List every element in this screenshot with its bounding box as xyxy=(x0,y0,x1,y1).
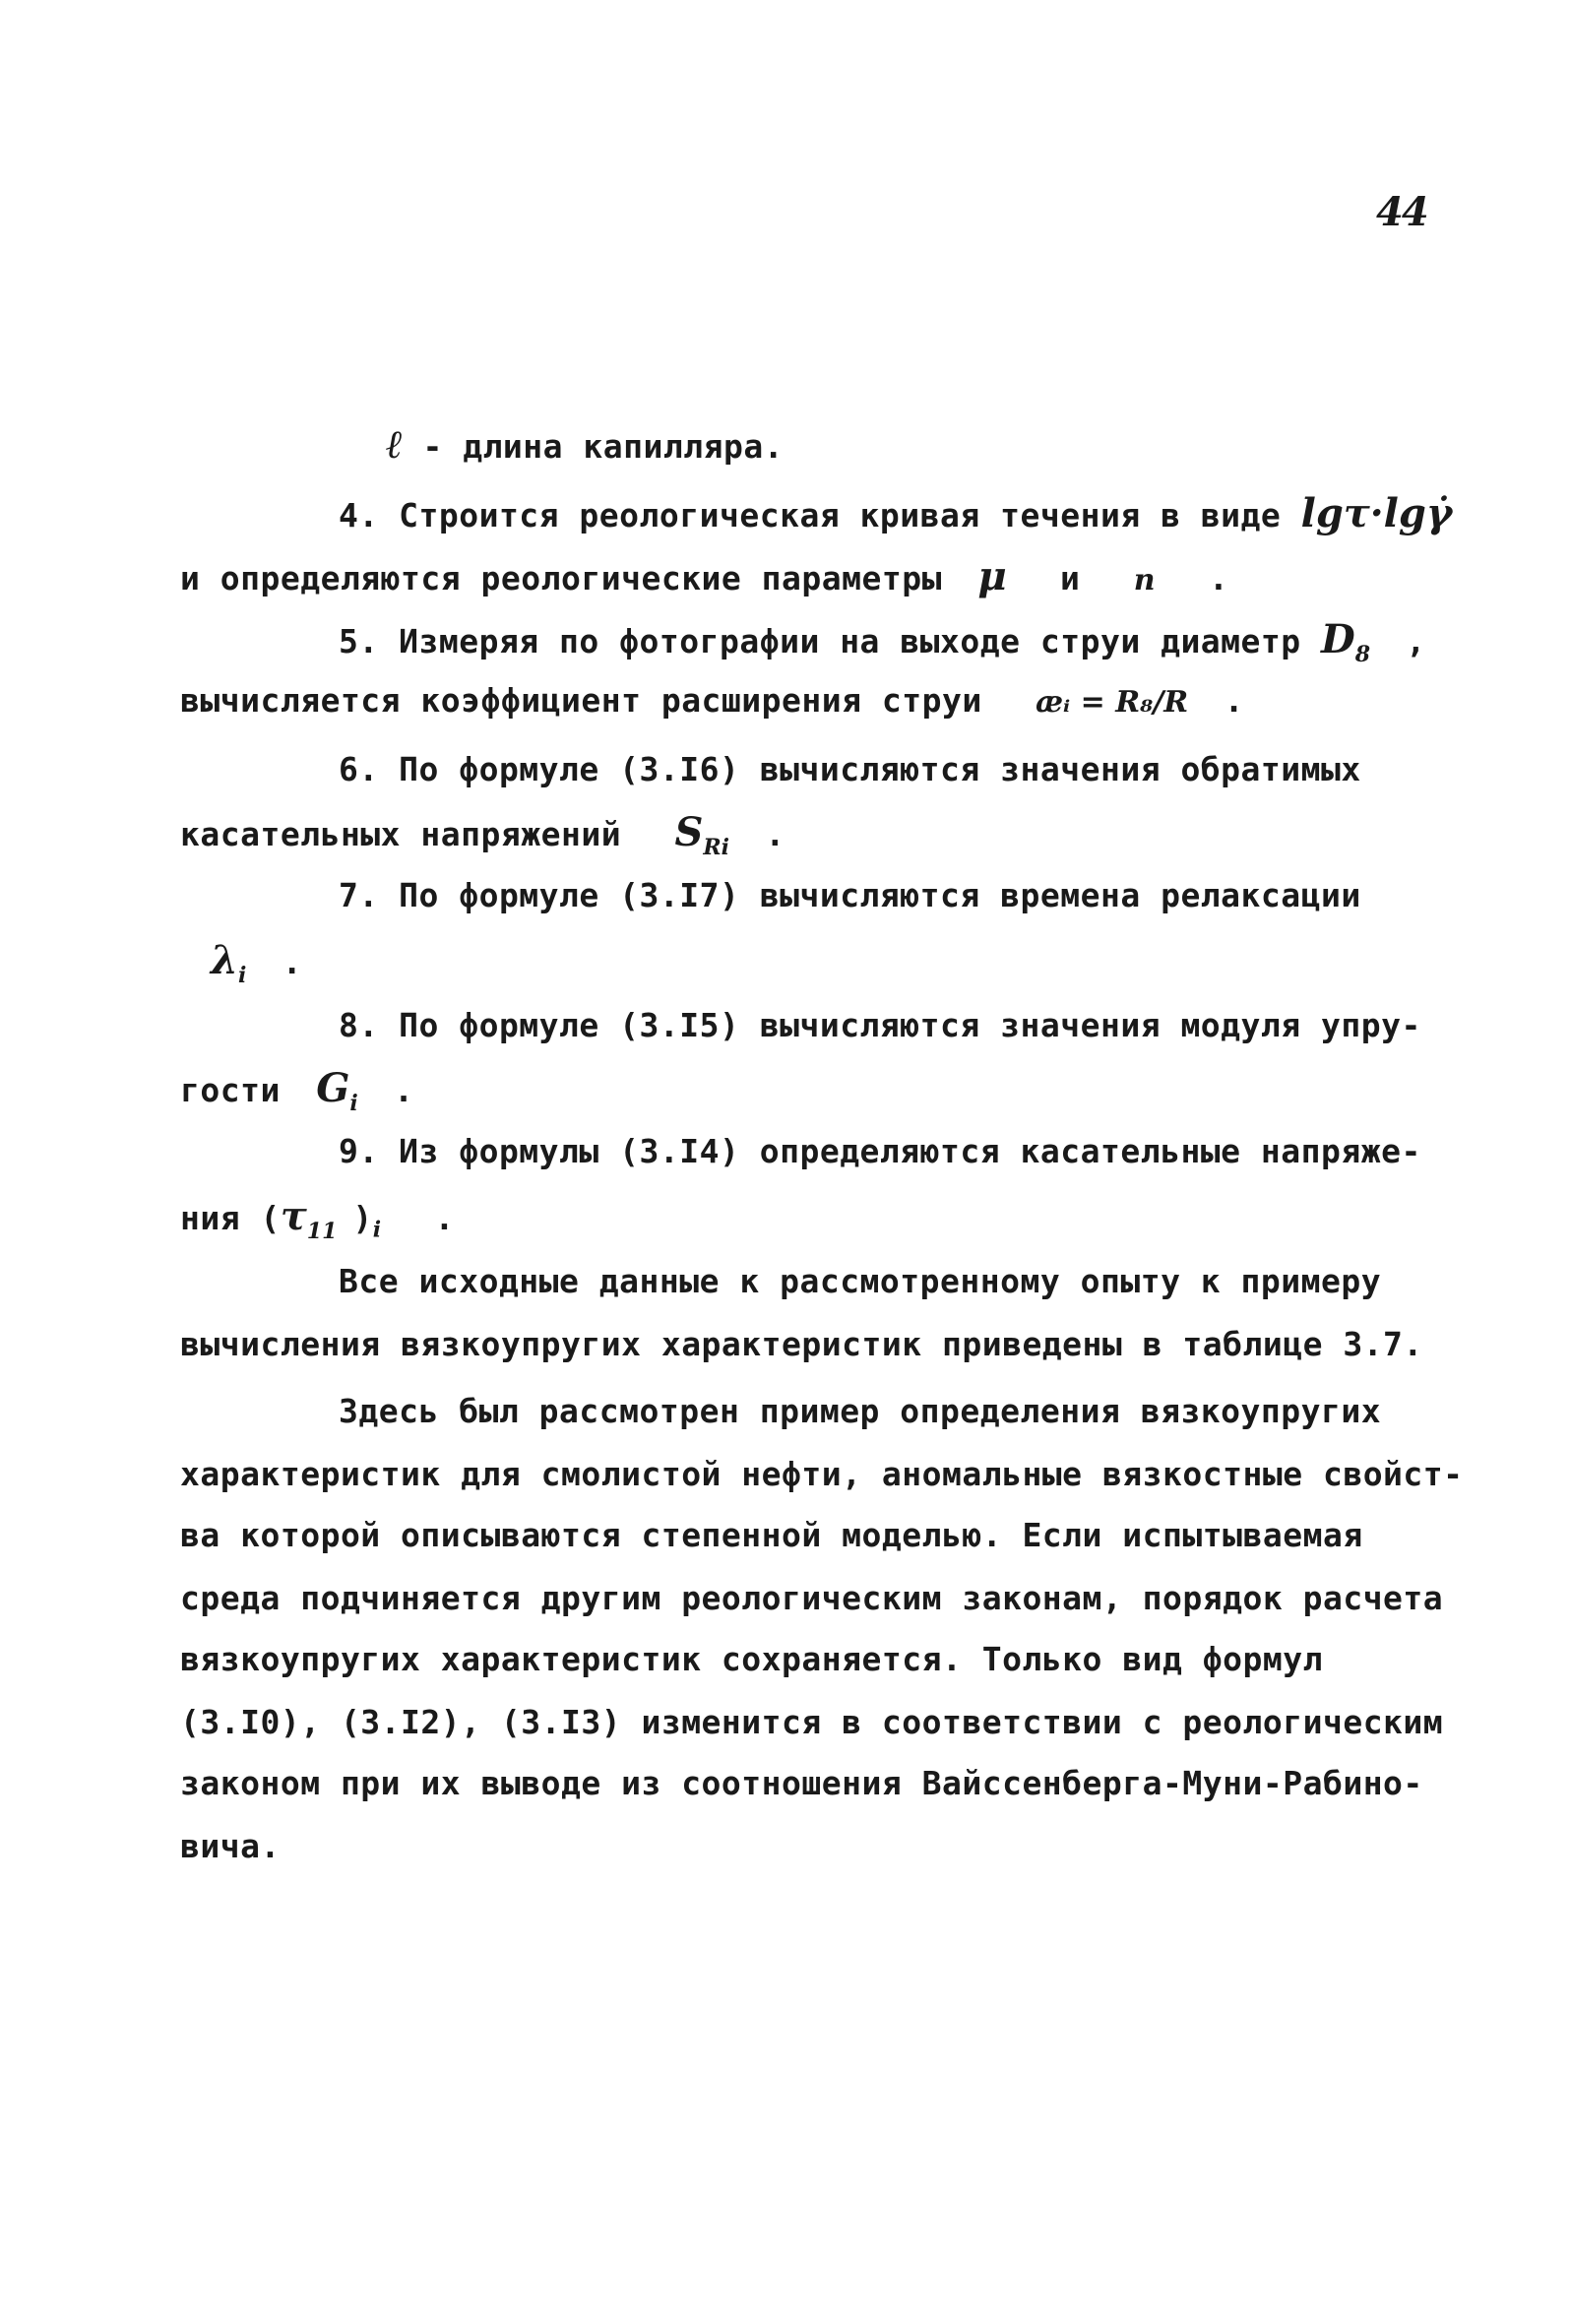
step9-text2: ния ( xyxy=(180,1199,281,1237)
g-symbol: $G_i$ xyxy=(316,1065,358,1116)
step6-text2: касательных напряжений xyxy=(180,815,622,853)
l-definition-line xyxy=(386,421,785,468)
para2-line5: вязкоупругих характеристик сохраняется. Только вид формул xyxy=(180,1640,1323,1678)
step9-dot: . xyxy=(434,1199,455,1237)
step8-line1: 8. По формуле (3.I5) вычисляются значения модуля упру- xyxy=(339,1006,1421,1044)
para2-line3: ва которой описываются степенной моделью. Если испытываемая xyxy=(180,1516,1363,1554)
para2-line1: Здесь был рассмотрен пример определения вязкоупругих xyxy=(339,1392,1382,1430)
step6-dot: . xyxy=(765,815,785,853)
step8-line2 xyxy=(180,1065,414,1123)
s-ri-symbol: $S_{Ri}$ xyxy=(674,809,729,860)
step6-line1: 6. По формуле (3.I6) вычисляются значения обратимых xyxy=(339,750,1361,788)
lambda-symbol: $\lambda_i$ xyxy=(211,937,247,988)
para2-line2: характеристик для смолистой нефти, аномальные вязкостные свойст- xyxy=(180,1455,1464,1493)
step5-line2 xyxy=(180,681,1244,722)
step5-text2: вычисляется коэффициент расширения струи xyxy=(180,681,982,720)
step4-text2: и определяются реологические параметры xyxy=(180,559,942,597)
step5-dot: . xyxy=(1224,681,1244,720)
l-symbol: ℓ xyxy=(386,421,404,468)
l-definition-text: - длина капилляра. xyxy=(403,427,785,466)
step8-text2: гости xyxy=(180,1071,281,1109)
step9-line1: 9. Из формулы (3.I4) определяются касательные напряже- xyxy=(339,1132,1421,1170)
step5-line1 xyxy=(339,616,1426,674)
step7-line2 xyxy=(211,937,303,995)
step4-text: 4. Строится реологическая кривая течения в виде xyxy=(339,496,1282,534)
step5-text: 5. Измеряя по фотографии на выходе струи диаметр xyxy=(339,622,1301,660)
step4-line1 xyxy=(339,490,1453,536)
step5-comma: , xyxy=(1406,622,1426,660)
step8-dot: . xyxy=(394,1071,414,1109)
expansion-formula: æᵢ = R₈/R xyxy=(1036,685,1189,720)
page-number: 44 xyxy=(1376,189,1427,235)
step4-formula: lgτ·lgγ̇ xyxy=(1300,490,1453,536)
step7-line1: 7. По формуле (3.I7) вычисляются времена релаксации xyxy=(339,876,1361,914)
para1-line1: Все исходные данные к рассмотренному опыту к примеру xyxy=(339,1262,1382,1300)
d-symbol: $D_8$ xyxy=(1321,616,1371,667)
para1-line2: вычисления вязкоупругих характеристик приведены в таблице 3.7. xyxy=(180,1325,1423,1363)
step9-close: ) xyxy=(352,1199,373,1237)
para2-line4: среда подчиняется другим реологическим законам, порядок расчета xyxy=(180,1579,1444,1617)
mu-symbol: μ xyxy=(977,553,1007,599)
step4-dot: . xyxy=(1208,559,1229,597)
para2-line6: (3.I0), (3.I2), (3.I3) изменится в соответствии с реологическим xyxy=(180,1703,1444,1741)
step6-line2 xyxy=(180,809,785,867)
step9-line2: ния ($\tau_{11}$ )$_i$ . xyxy=(180,1193,455,1244)
step7-dot: . xyxy=(282,943,303,981)
tau-symbol: $\tau_{11}$ xyxy=(280,1193,338,1244)
para2-line8: вича. xyxy=(180,1827,281,1865)
n-symbol: n xyxy=(1133,563,1156,597)
and-word: и xyxy=(1060,559,1081,597)
para2-line7: законом при их выводе из соотношения Вайссенберга-Муни-Рабино- xyxy=(180,1764,1423,1802)
step4-line2 xyxy=(180,553,1229,600)
